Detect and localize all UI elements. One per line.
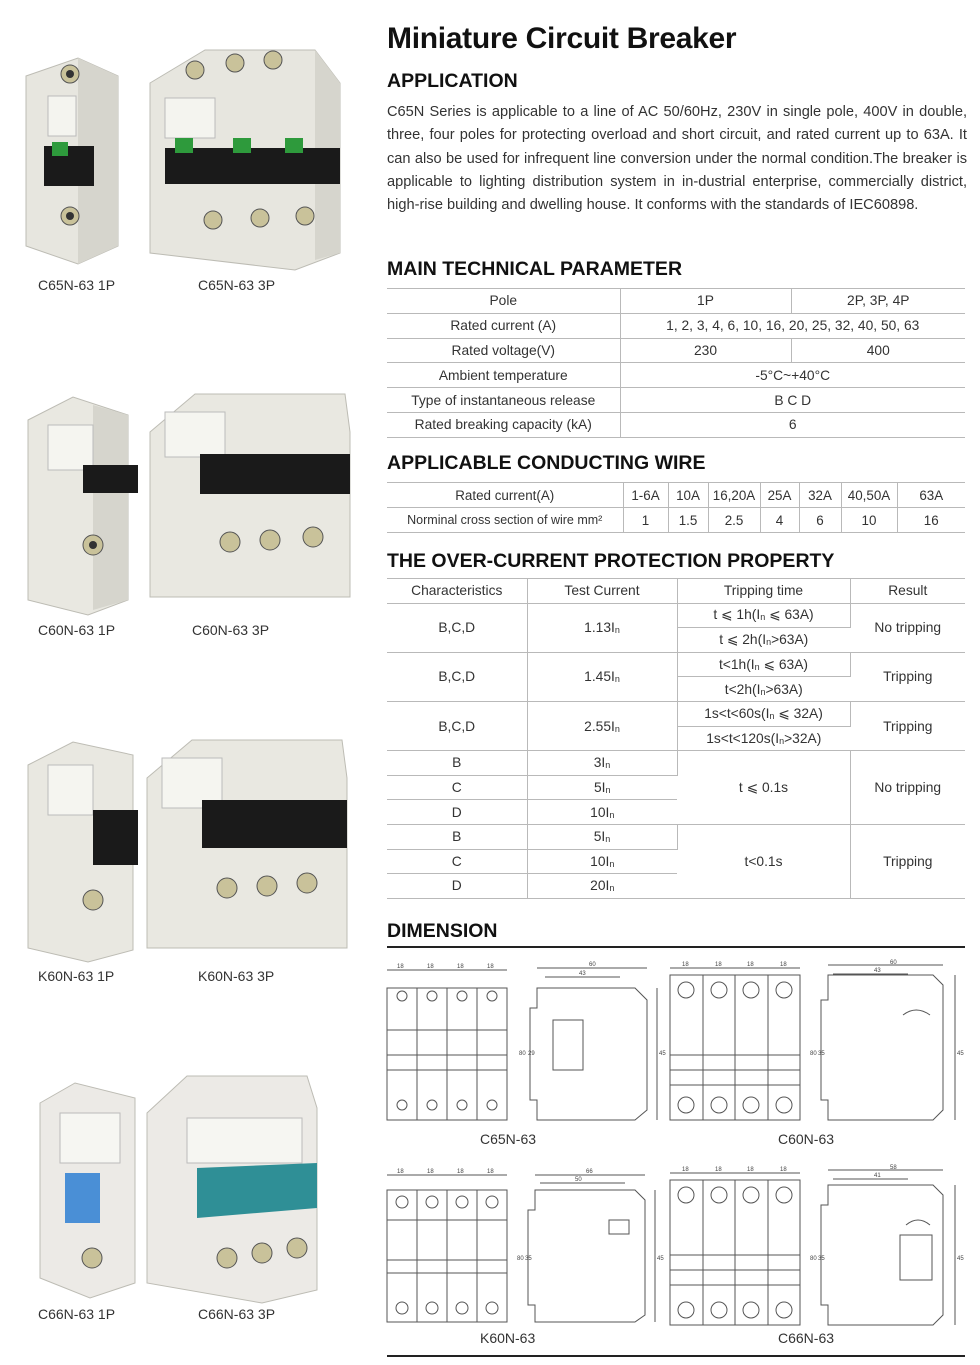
table-cell: 2P, 3P, 4P [791, 289, 965, 314]
table-row [387, 483, 965, 508]
table-cell: C [387, 775, 527, 800]
dimension-value: 45 [659, 1051, 666, 1057]
dimension-value: 18 [747, 962, 754, 968]
table-cell: 1, 2, 3, 4, 6, 10, 16, 20, 25, 32, 40, 50, 63 [620, 313, 965, 338]
divider [387, 946, 965, 948]
table-row [387, 824, 965, 849]
product-caption: C60N-63 3P [192, 622, 270, 638]
overcurrent-table [387, 578, 965, 899]
table-cell: $1s<t<60s(I_n$ ⩽ 32A) [677, 701, 850, 726]
table-cell: Tripping [850, 652, 965, 701]
dimension-value: 80 [810, 1256, 817, 1262]
table-cell: 2.5 [708, 508, 760, 533]
table-cell: Rated current(A) [387, 483, 623, 508]
table-cell: Norminal cross section of wire mm² [387, 508, 623, 533]
table-row [387, 652, 965, 677]
dimension-value: 50 [575, 1177, 582, 1183]
table-cell: No tripping [850, 751, 965, 825]
product-caption: C65N-63 1P [38, 277, 116, 293]
table-header: Characteristics [387, 579, 527, 604]
dimension-value: 45 [957, 1051, 964, 1057]
application-text: C65N Series is applicable to a line of AC 50/60Hz, 230V in single pole, 400V in double, three, four poles for protecting overload and short circuit, and rated current up to 63A. It can also be used for infrequent line conversion under the normal condition.The breaker is applicable to lighting distribution system in in-dustrial enterprise, commercially district, high-rise building and dwelling house. It conforms with the standards of IEC60898. [387, 104, 967, 214]
table-cell: 4 [760, 508, 799, 533]
table-cell: 25A [760, 483, 799, 508]
dimension-label: C65N-63 [480, 1131, 537, 1147]
table-cell: 10 [841, 508, 897, 533]
table-cell: $5I_n$ [527, 824, 677, 849]
table-row [387, 603, 965, 628]
dimension-value: 18 [457, 964, 464, 970]
dimension-drawing-c66n [668, 1165, 968, 1330]
table-cell: 230 [620, 338, 791, 363]
dimension-value: 35 [818, 1256, 825, 1262]
dimension-label: C60N-63 [778, 1131, 835, 1147]
table-cell: t ⩽ $2h(I_n>63A)$ [677, 628, 850, 653]
product-image-c65n-1p [18, 56, 128, 266]
table-row [387, 388, 965, 413]
table-row [387, 363, 965, 388]
product-image-c65n-3p [145, 38, 345, 270]
table-row [387, 412, 965, 437]
table-cell: D [387, 800, 527, 825]
table-cell: $3I_n$ [527, 751, 677, 776]
page-title: Miniature Circuit Breaker [387, 22, 737, 55]
dimension-value: 18 [457, 1169, 464, 1175]
table-cell: 400 [791, 338, 965, 363]
table-cell: B,C,D [387, 603, 527, 652]
dimension-value: 35 [525, 1256, 532, 1262]
table-cell: 63A [897, 483, 965, 508]
table-cell: $1s<t<120s(I_n>32A)$ [677, 726, 850, 751]
table-cell: $2.55I_n$ [527, 701, 677, 750]
table-cell: $t<1h(I_n$ ⩽ 63A) [677, 652, 850, 677]
table-cell: No tripping [850, 603, 965, 652]
table-cell: B C D [620, 388, 965, 413]
table-cell: $10I_n$ [527, 849, 677, 874]
product-image-c60n-3p [145, 392, 355, 612]
table-header: Tripping time [677, 579, 850, 604]
product-caption: C60N-63 1P [38, 622, 116, 638]
dimension-value: 35 [818, 1051, 825, 1057]
product-caption: C65N-63 3P [198, 277, 276, 293]
table-header: Test Current [527, 579, 677, 604]
product-gallery [0, 0, 370, 1365]
table-cell: $10I_n$ [527, 800, 677, 825]
product-caption: C66N-63 3P [198, 1306, 276, 1322]
table-cell: Rated voltage(V) [387, 338, 620, 363]
table-cell: Type of instantaneous release [387, 388, 620, 413]
dimension-value: 18 [747, 1167, 754, 1173]
dimension-value: 18 [487, 1169, 494, 1175]
dimension-value: 18 [715, 1167, 722, 1173]
table-cell: $5I_n$ [527, 775, 677, 800]
main-parameter-table [387, 288, 965, 438]
table-cell: Rated current (A) [387, 313, 620, 338]
table-cell: Tripping [850, 824, 965, 898]
wire-heading: APPLICABLE CONDUCTING WIRE [387, 452, 706, 474]
dimension-value: 60 [890, 960, 897, 966]
table-cell: C [387, 849, 527, 874]
main-parameter-heading: MAIN TECHNICAL PARAMETER [387, 258, 683, 280]
table-cell: t<0.1s [677, 824, 850, 898]
dimension-value: 18 [427, 964, 434, 970]
divider [387, 1355, 965, 1357]
dimension-value: 80 [810, 1051, 817, 1057]
dimension-value: 18 [780, 962, 787, 968]
wire-table [387, 482, 965, 533]
product-caption: C66N-63 1P [38, 1306, 116, 1322]
dimension-value: 18 [682, 962, 689, 968]
table-cell: Pole [387, 289, 620, 314]
product-image-c60n-1p [18, 395, 138, 615]
dimension-value: 18 [682, 1167, 689, 1173]
table-cell: Ambient temperature [387, 363, 620, 388]
product-image-k60n-1p [18, 740, 138, 962]
table-cell: 32A [799, 483, 841, 508]
product-image-c66n-1p [30, 1078, 140, 1298]
dimension-label: K60N-63 [480, 1330, 536, 1346]
dimension-value: 18 [487, 964, 494, 970]
dimension-value: 66 [586, 1169, 593, 1175]
table-cell: B [387, 751, 527, 776]
table-cell: Rated breaking capacity (kA) [387, 412, 620, 437]
table-cell: t ⩽ $1h(I_n$ ⩽ 63A) [677, 603, 850, 628]
table-cell: $t<2h(I_n>63A)$ [677, 677, 850, 702]
table-row [387, 313, 965, 338]
product-image-k60n-3p [142, 738, 352, 960]
dimension-value: 18 [397, 964, 404, 970]
table-cell: B,C,D [387, 652, 527, 701]
table-cell: 1.5 [668, 508, 708, 533]
table-row [387, 289, 965, 314]
table-cell: 6 [799, 508, 841, 533]
dimension-value: 18 [780, 1167, 787, 1173]
dimension-value: 29 [528, 1051, 535, 1057]
table-row [387, 508, 965, 533]
table-cell: B,C,D [387, 701, 527, 750]
dimension-value: 18 [397, 1169, 404, 1175]
product-caption: K60N-63 1P [38, 968, 115, 984]
dimension-value: 41 [874, 1173, 881, 1179]
dimension-drawing-c60n [668, 960, 968, 1125]
table-cell: $20I_n$ [527, 874, 677, 899]
dimension-value: 60 [589, 962, 596, 968]
table-row [387, 701, 965, 726]
application-heading: APPLICATION [387, 70, 518, 92]
product-image-c66n-3p [142, 1068, 322, 1303]
dimension-label: C66N-63 [778, 1330, 835, 1346]
table-cell: D [387, 874, 527, 899]
dimension-value: 58 [890, 1165, 897, 1171]
dimension-value: 18 [427, 1169, 434, 1175]
dimension-value: 43 [874, 968, 881, 974]
table-row [387, 579, 965, 604]
table-cell: t ⩽ 0.1s [677, 751, 850, 825]
table-cell: B [387, 824, 527, 849]
table-row [387, 338, 965, 363]
table-cell: -5°C~+40°C [620, 363, 965, 388]
dimension-value: 80 [519, 1051, 526, 1057]
table-cell: $1.13I_n$ [527, 603, 677, 652]
dimension-value: 45 [657, 1256, 664, 1262]
dimension-value: 18 [715, 962, 722, 968]
table-cell: 1P [620, 289, 791, 314]
dimension-drawing-c65n [385, 960, 665, 1125]
table-cell: 1-6A [623, 483, 668, 508]
table-cell: 16,20A [708, 483, 760, 508]
table-cell: Tripping [850, 701, 965, 750]
dimension-value: 45 [957, 1256, 964, 1262]
dimension-value: 43 [579, 971, 586, 977]
dimension-drawing-k60n [385, 1165, 665, 1330]
table-cell: 16 [897, 508, 965, 533]
dimension-heading: DIMENSION [387, 920, 498, 942]
overcurrent-heading: THE OVER-CURRENT PROTECTION PROPERTY [387, 550, 835, 572]
table-header: Result [850, 579, 965, 604]
dimension-value: 80 [517, 1256, 524, 1262]
table-row [387, 751, 965, 776]
table-cell: 10A [668, 483, 708, 508]
table-cell: $1.45I_n$ [527, 652, 677, 701]
product-caption: K60N-63 3P [198, 968, 275, 984]
table-cell: 6 [620, 412, 965, 437]
table-cell: 40,50A [841, 483, 897, 508]
table-cell: 1 [623, 508, 668, 533]
